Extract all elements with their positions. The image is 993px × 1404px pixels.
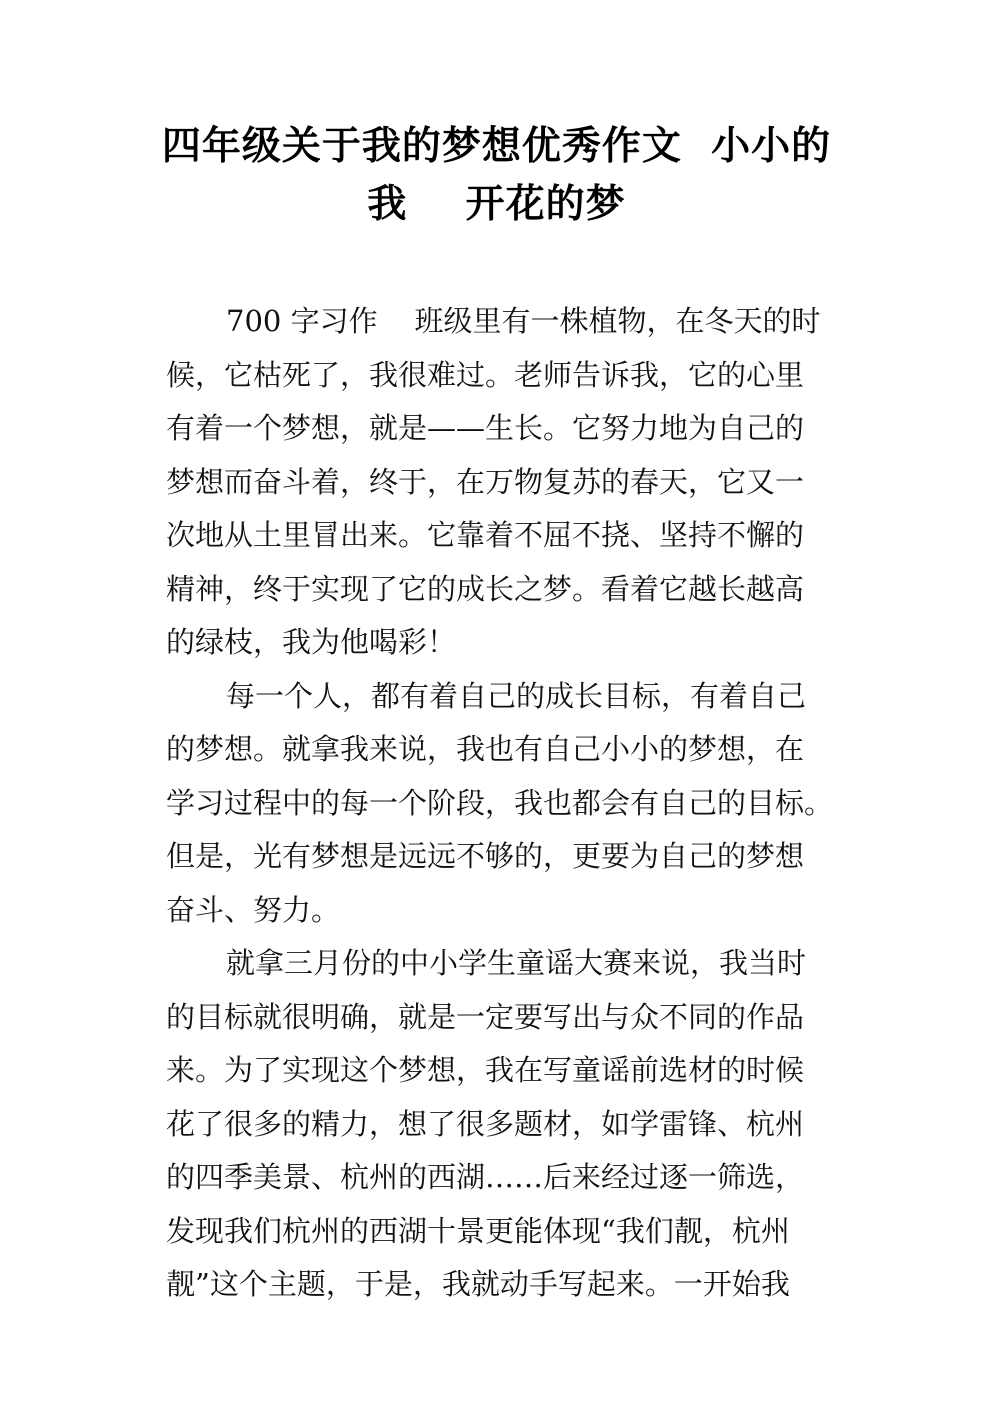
title-line-2: 我 开花的梦 xyxy=(367,182,626,227)
text-line: 700 字习作 班级里有一株植物，在冬天的时 xyxy=(226,304,821,338)
title-line-1: 四年级关于我的梦想优秀作文 小小的 xyxy=(161,124,832,169)
text-line: 但是，光有梦想是远远不够的，更要为自己的梦想 xyxy=(166,839,805,873)
paragraph-3 xyxy=(166,937,846,1312)
text-line: 花了很多的精力，想了很多题材，如学雷锋、杭州 xyxy=(166,1106,805,1141)
paragraph-1 xyxy=(166,295,846,670)
text-line: 就拿三月份的中小学生童谣大赛来说，我当时 xyxy=(226,946,807,980)
document-body xyxy=(166,295,846,1312)
text-line: 次地从土里冒出来。它靠着不屈不挠、坚持不懈的 xyxy=(166,518,805,552)
text-line: 的梦想。就拿我来说，我也有自己小小的梦想，在 xyxy=(166,732,805,766)
text-line: 精神，终于实现了它的成长之梦。看着它越长越高 xyxy=(166,571,805,606)
paragraph-2 xyxy=(166,670,846,938)
text-line: 的四季美景、杭州的西湖……后来经过逐一筛选， xyxy=(166,1160,805,1194)
text-line: 的目标就很明确，就是一定要写出与众不同的作品 xyxy=(166,999,805,1034)
text-line: 靓”这个主题，于是，我就动手写起来。一开始我 xyxy=(166,1267,790,1301)
text-line: 学习过程中的每一个阶段，我也都会有自己的目标。 xyxy=(166,785,834,820)
document-title xyxy=(150,118,843,234)
text-line: 梦想而奋斗着，终于，在万物复苏的春天，它又一 xyxy=(166,464,805,499)
text-line: 候，它枯死了，我很难过。老师告诉我，它的心里 xyxy=(166,357,805,392)
text-line: 每一个人，都有着自己的成长目标，有着自己 xyxy=(226,678,807,713)
text-line: 奋斗、努力。 xyxy=(166,892,341,927)
text-line: 来。为了实现这个梦想，我在写童谣前选材的时候 xyxy=(166,1053,805,1087)
text-line: 有着一个梦想，就是——生长。它努力地为自己的 xyxy=(166,411,805,445)
text-line: 的绿枝，我为他喝彩！ xyxy=(166,625,457,659)
text-line: 发现我们杭州的西湖十景更能体现“我们靓，杭州 xyxy=(166,1213,790,1248)
